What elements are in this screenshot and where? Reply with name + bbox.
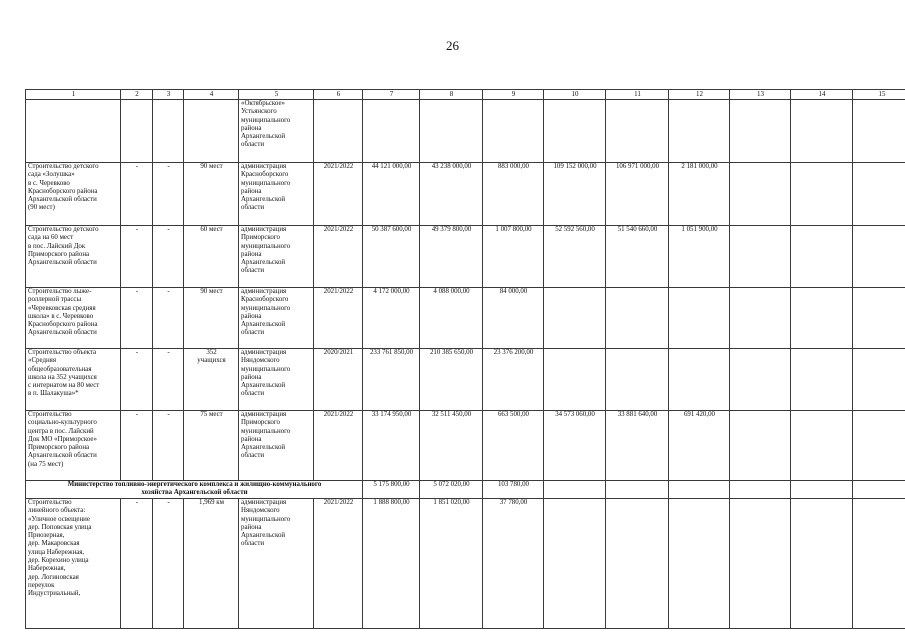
table-cell: -: [153, 288, 184, 349]
table-cell: 90 мест: [184, 163, 239, 226]
table-cell: 2021/2022: [314, 499, 363, 629]
table-cell: 50 387 600,00: [363, 226, 420, 288]
table-cell: [853, 100, 905, 163]
table-cell: 1 888 800,00: [363, 499, 420, 629]
table-cell: 60 мест: [184, 226, 239, 288]
table-cell: 663 500,00: [483, 411, 544, 481]
column-number-5: 5: [239, 90, 314, 100]
table-cell: 37 780,00: [483, 499, 544, 629]
column-number-10: 10: [544, 90, 606, 100]
table-cell: [853, 411, 905, 481]
table-row: [26, 226, 905, 288]
table-cell: [730, 100, 791, 163]
table-cell: [853, 481, 905, 499]
table-cell: [363, 100, 420, 163]
table-cell: 109 152 000,00: [544, 163, 606, 226]
table-cell: -: [153, 349, 184, 411]
table-cell: [853, 499, 905, 629]
table-cell: -: [153, 163, 184, 226]
table-cell: 23 376 200,00: [483, 349, 544, 411]
table-cell: [153, 100, 184, 163]
table-cell: 1 851 020,00: [420, 499, 483, 629]
column-number-3: 3: [153, 90, 184, 100]
table-cell: 2021/2022: [314, 288, 363, 349]
table-cell: -: [121, 349, 153, 411]
table-cell: Строительство детского сада на 60 мест в пос. Лайский Док Приморского района Архангельской области: [26, 226, 121, 288]
table-cell: [544, 349, 606, 411]
column-number-2: 2: [121, 90, 153, 100]
table-cell: [669, 499, 730, 629]
table-cell: [606, 481, 669, 499]
table-cell: -: [153, 411, 184, 481]
table-cell: 691 420,00: [669, 411, 730, 481]
table-cell: [791, 349, 853, 411]
column-number-9: 9: [483, 90, 544, 100]
table-cell: 5 175 800,00: [363, 481, 420, 499]
table-cell: 233 761 850,00: [363, 349, 420, 411]
table-cell: [669, 288, 730, 349]
table-cell: -: [121, 499, 153, 629]
ministry-label: Министерство топливно-энергетического комплекса и жилищно-коммунального хозяйства Архангельской области: [26, 481, 363, 499]
table-cell: -: [121, 226, 153, 288]
table-cell: 210 385 650,00: [420, 349, 483, 411]
table-cell: [606, 349, 669, 411]
table-cell: 84 000,00: [483, 288, 544, 349]
table-cell: [669, 100, 730, 163]
table-cell: [791, 226, 853, 288]
table-cell: 90 мест: [184, 288, 239, 349]
table-cell: [420, 100, 483, 163]
table-cell: -: [121, 163, 153, 226]
table-cell: [730, 499, 791, 629]
table-cell: [730, 226, 791, 288]
table-cell: Строительство детского сада «Золушка» в с. Черевково Красноборского района Архангельской области (90 мест): [26, 163, 121, 226]
table-cell: Строительство социально-культурного центра в пос. Лайский Док МО «Приморское» Приморского района Архангельской области (на 75 мест): [26, 411, 121, 481]
table-cell: [730, 163, 791, 226]
table-row: [26, 288, 905, 349]
table-cell: Строительство объекта «Средняя общеобразовательная школа на 352 учащихся с интернатом на 80 мест в п. Шалакуша»*: [26, 349, 121, 411]
table-cell: 2021/2022: [314, 163, 363, 226]
table-cell: 2021/2022: [314, 411, 363, 481]
table-cell: администрация Красноборского муниципального района Архангельской области: [239, 288, 314, 349]
table-cell: администрация Няндомского муниципального района Архангельской области: [239, 499, 314, 629]
table-cell: [730, 288, 791, 349]
table-row: [26, 411, 905, 481]
page-number: 26: [446, 38, 459, 53]
table-cell: администрация Няндомского муниципального района Архангельской области: [239, 349, 314, 411]
column-number-row: [26, 90, 905, 100]
table-cell: [791, 288, 853, 349]
table-cell: 2020/2021: [314, 349, 363, 411]
column-number-11: 11: [606, 90, 669, 100]
table-cell: [606, 499, 669, 629]
table-cell: 49 379 800,00: [420, 226, 483, 288]
table-cell: 51 540 660,00: [606, 226, 669, 288]
column-number-1: 1: [26, 90, 121, 100]
column-number-12: 12: [669, 90, 730, 100]
table-cell: [669, 349, 730, 411]
table-cell: 883 000,00: [483, 163, 544, 226]
table-cell: [544, 100, 606, 163]
table-cell: [853, 349, 905, 411]
table-cell: Строительство линейного объекта: «Уличное освещение дер. Поповская улица Приозерная, дер. Макаровская улица Набережная, дер. Корехино улица Набережная, дер. Логиновская переулок Индустриальный,: [26, 499, 121, 629]
table-cell: [853, 226, 905, 288]
table-cell: администрация Приморского муниципального района Архангельской области: [239, 226, 314, 288]
table-cell: [791, 100, 853, 163]
table-cell: 43 238 000,00: [420, 163, 483, 226]
table-row: [26, 349, 905, 411]
table-cell: [791, 481, 853, 499]
table-cell: 352 учащихся: [184, 349, 239, 411]
table-cell: 2021/2022: [314, 226, 363, 288]
table-cell: 4 172 000,00: [363, 288, 420, 349]
table-cell: [606, 288, 669, 349]
ministry-row: [26, 481, 905, 499]
table-cell: Строительство лыже- роллерной трассы «Черевковская средняя школа» в с. Черевково Красноборского района Архангельской области: [26, 288, 121, 349]
table-cell: [606, 100, 669, 163]
table-cell: [791, 163, 853, 226]
table-cell: [544, 288, 606, 349]
table-cell: [669, 481, 730, 499]
table-cell: 2 181 000,00: [669, 163, 730, 226]
table-cell: [791, 411, 853, 481]
table-cell: 34 573 060,00: [544, 411, 606, 481]
table-cell: 103 780,00: [483, 481, 544, 499]
table-cell: [121, 100, 153, 163]
table-cell: «Октябрьское» Устьянского муниципального района Архангельской области: [239, 100, 314, 163]
table-cell: [314, 100, 363, 163]
table-cell: 32 511 450,00: [420, 411, 483, 481]
table-cell: [730, 411, 791, 481]
table-cell: [184, 100, 239, 163]
table-cell: 106 971 000,00: [606, 163, 669, 226]
table-cell: администрация Красноборского муниципального района Архангельской области: [239, 163, 314, 226]
table-cell: -: [121, 288, 153, 349]
column-number-14: 14: [791, 90, 853, 100]
table-cell: [730, 349, 791, 411]
column-number-4: 4: [184, 90, 239, 100]
table-row: [26, 499, 905, 629]
table-cell: администрация Приморского муниципального района Архангельской области: [239, 411, 314, 481]
table-cell: [544, 481, 606, 499]
table-cell: [853, 163, 905, 226]
table-cell: 52 592 560,00: [544, 226, 606, 288]
table-cell: 33 174 950,00: [363, 411, 420, 481]
table-cell: -: [153, 226, 184, 288]
table-cell: [483, 100, 544, 163]
table-cell: 5 072 020,00: [420, 481, 483, 499]
table-cell: [791, 499, 853, 629]
table-cell: 1 051 900,00: [669, 226, 730, 288]
column-number-13: 13: [730, 90, 791, 100]
table-cell: [26, 100, 121, 163]
table-cell: [544, 499, 606, 629]
table-cell: 33 881 640,00: [606, 411, 669, 481]
table-cell: 75 мест: [184, 411, 239, 481]
table-cell: 1,969 км: [184, 499, 239, 629]
column-number-15: 15: [853, 90, 905, 100]
table-cell: -: [121, 411, 153, 481]
table-cell: 44 121 000,00: [363, 163, 420, 226]
table-cell: 1 007 800,00: [483, 226, 544, 288]
column-number-7: 7: [363, 90, 420, 100]
table-row: [26, 163, 905, 226]
table-cell: [853, 288, 905, 349]
table-cell: 4 088 000,00: [420, 288, 483, 349]
column-number-6: 6: [314, 90, 363, 100]
table-cell: -: [153, 499, 184, 629]
table-row: [26, 100, 905, 163]
column-number-8: 8: [420, 90, 483, 100]
table-cell: [730, 481, 791, 499]
investment-table: [25, 89, 905, 629]
